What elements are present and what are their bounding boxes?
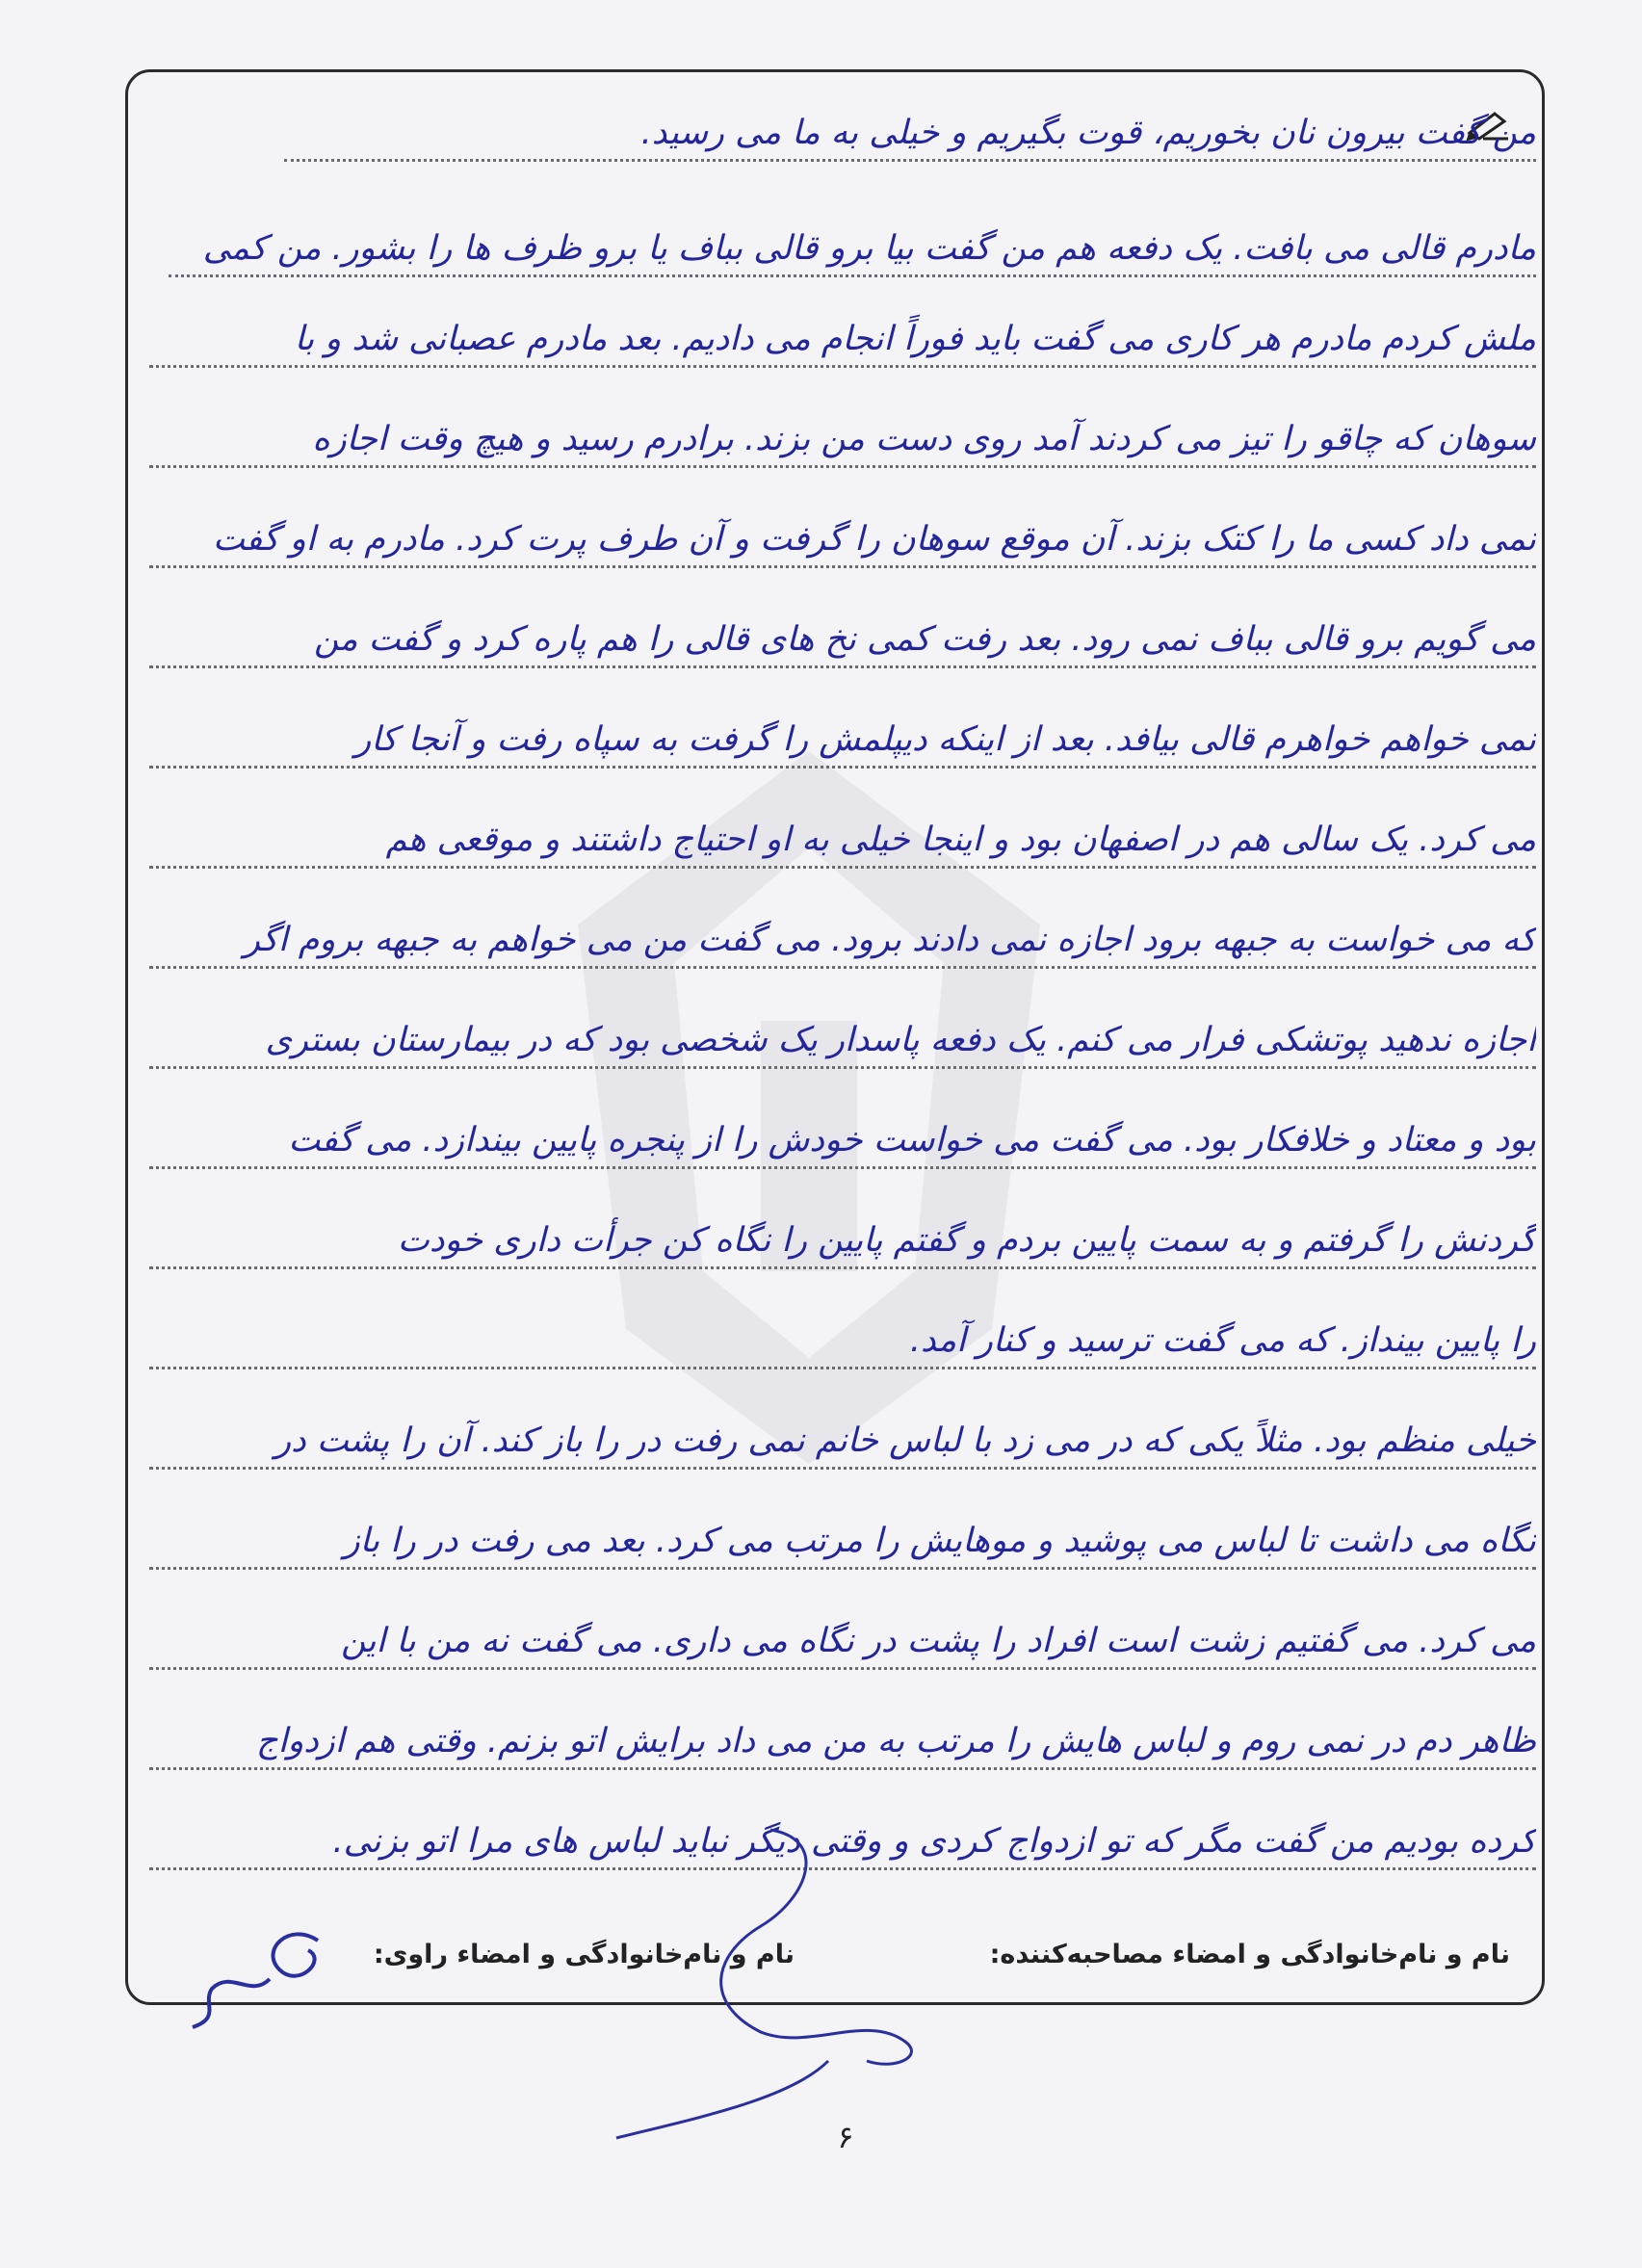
text-line: کرده بودیم من گفت مگر که تو ازدواج کردی و وقتی دیگر نباید لباس های مرا اتو بزنی.: [149, 1816, 1536, 1870]
text-line: می کرد. می گفتیم زشت است افراد را پشت در نگاه می داری. می گفت نه من با این: [149, 1616, 1536, 1670]
narrator-signature-label: نام و نام‌خانوادگی و امضاء راوی:: [373, 1940, 795, 1969]
text-line: اجازه ندهید پوتشکی فرار می کنم. یک دفعه پاسدار یک شخصی بود که در بیمارستان بستری: [149, 1015, 1536, 1069]
text-line: نگاه می داشت تا لباس می پوشید و موهایش را مرتب می کرد. بعد می رفت در را باز: [149, 1516, 1536, 1570]
text-line: گردنش را گرفتم و به سمت پایین بردم و گفتم پایین را نگاه کن جرأت داری خودت: [149, 1215, 1536, 1269]
interviewer-signature-label: نام و نام‌خانوادگی و امضاء مصاحبه‌کننده:: [989, 1940, 1510, 1969]
text-line: مادرم قالی می بافت. یک دفعه هم من گفت بیا برو قالی بباف یا برو ظرف ها را بشور. من کمی: [169, 223, 1536, 277]
text-line: نمی داد کسی ما را کتک بزند. آن موقع سوهان را گرفت و آن طرف پرت کرد. مادرم به او گفت: [149, 514, 1536, 568]
page-number: ۶: [837, 2119, 854, 2155]
text-line: ملش کردم مادرم هر کاری می گفت باید فوراً انجام می دادیم. بعد مادرم عصبانی شد و با: [149, 314, 1536, 368]
text-line: بود و معتاد و خلافکار بود. می گفت می خواست خودش را از پنجره پایین بیندازد. می گفت: [149, 1115, 1536, 1169]
text-line: می گویم برو قالی بباف نمی رود. بعد رفت کمی نخ های قالی را هم پاره کرد و گفت من: [149, 614, 1536, 668]
text-line: سوهان که چاقو را تیز می کردند آمد روی دست من بزند. برادرم رسید و هیچ وقت اجازه: [149, 414, 1536, 468]
text-line: که می خواست به جبهه برود اجازه نمی دادند برود. می گفت من می خواهم به جبهه بروم اگر: [149, 915, 1536, 969]
text-line: خیلی منظم بود. مثلاً یکی که در می زد با لباس خانم نمی رفت در را باز کند. آن را پشت در: [149, 1416, 1536, 1470]
text-line: می کرد. یک سالی هم در اصفهان بود و اینجا خیلی به او احتیاج داشتند و موقعی هم: [149, 815, 1536, 869]
text-line: من گفت بیرون نان بخوریم، قوت بگیریم و خیلی به ما می رسید.: [284, 108, 1536, 162]
text-line: نمی خواهم خواهرم قالی بیافد. بعد از اینکه دیپلمش را گرفت به سپاه رفت و آنجا کار: [149, 715, 1536, 769]
text-line: ظاهر دم در نمی روم و لباس هایش را مرتب به من می داد برایش اتو بزنم. وقتی هم ازدواج: [149, 1716, 1536, 1770]
text-line: را پایین بینداز. که می گفت ترسید و کنار آمد.: [149, 1316, 1536, 1369]
